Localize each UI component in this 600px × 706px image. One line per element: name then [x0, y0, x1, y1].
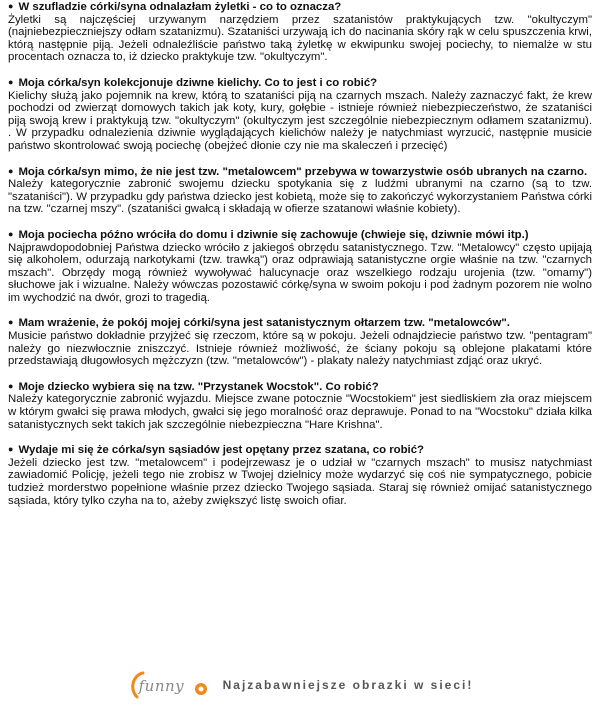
bullet-icon: ● — [8, 76, 14, 87]
answer: Należy kategorycznie zabronić wyjazdu. Miejsce zwane potocznie "Wocstokiem" jest siedliskiem zła oraz miejscem w którym gwałci się prawa młodych, gwałci się jego moralność oraz deprawuje. Ponad to na "Wocstoku" działa kilka satanistycznych sekt takich jak szczególnie niebezpieczna "Hare Krishna". — [8, 393, 592, 431]
answer: Musicie państwo dokładnie przyjżeć się rzeczom, które są w pokoju. Jeżeli odnajdziecie państwo tzw. "pentagram" należy go niezwłocznie zniszczyć. Istnieje również możliwość, że ściany pokoju są oblejone plakatami które przedstawiają długowłosych mężczyzn (tzw. "metalowców") - plakaty należy natychmiast zdjąć oraz ukryć. — [8, 330, 592, 368]
bullet-icon: ● — [8, 228, 14, 239]
qa-list — [8, 0, 592, 507]
answer: Jeżeli dziecko jest tzw. "metalowcem" i podejrzewasz je o udział w "czarnych mszach" to musisz natychmiast zawiadomić Policję, jeżeli tego nie zrobisz w Twojej dzielnicy może wydarzyć się coś nie sympatycznego, pobicie tudzież morderstwo popełnione właśnie przez dziecko Twojego sąsiada. Staraj się również omijać satanistycznego sąsiada, który tylko czyha na to, ażeby zwiększyć listę swoich ofiar. — [8, 456, 592, 507]
site-logo[interactable] — [127, 667, 209, 703]
answer: Najprawdopodobniej Państwa dziecko wróciło z jakiegoś obrzędu satanistycznego. Tzw. "Metalowcy" często upijają się alkoholem, odurzają narkotykami (tzw. trawką") oraz odprawiają satanistyczne orgie właśnie na tzw. "czarnych mszach". Obrzędy mogą również wywoływać halucynacje oraz wszelkiego rodzaju urojenia (tzw. "omamy") słuchowe jak i wizualne. Należy wówczas pozostawić córkę/syna w swoim pokoju i pod żadnym pozorem nie wolno im wychodzić na dwór, grozi to tragedią. — [8, 241, 592, 304]
footer — [0, 664, 600, 706]
answer: Należy kategorycznie zabronić swojemu dziecku spotykania się z ludźmi ubranymi na czarno (są to tzw. "szataniści"). W przypadku gdy państwa dziecko jest kobietą, może się to zakończyć wykorzystaniem Państwa córki na tzw. "czarnej mszy". (szataniści gwałcą i składają w ofierze szatanowi właśnie kobiety). — [8, 178, 592, 216]
qa-section — [8, 228, 592, 305]
question: W szufladzie córki/syna odnalazłam żyletki - co to oznacza? — [18, 1, 342, 13]
question: Mam wrażenie, że pokój mojej córki/syna jest satanistycznym ołtarzem tzw. "metalowców". — [18, 317, 510, 330]
bullet-icon: ● — [8, 317, 14, 328]
question: Moja córka/syn kolekcjonuje dziwne kielichy. Co to jest i co robić? — [18, 76, 378, 89]
answer: Żyletki są najczęściej urzywanym narzędziem przez szatanistów praktykujących tzw. "okultyczym" (najniebezpieczniejszy odłam szatanizmu). Szataniści urzywają ich do nacinania skóry rąk w celu spuszczenia krwi, którą następnie piją. Jeżeli odnaleźliście państwo taką żyletkę w ekwipunku swojej pociechy, to niemalże w stu procentach oznacza to, iż dziecko praktykuje tzw. "okultyczym". — [8, 13, 592, 64]
qa-section — [8, 443, 592, 507]
tagline: Najzabawniejsze obrazki w sieci! — [222, 678, 474, 692]
question: Moja córka/syn mimo, że nie jest tzw. "metalowcem" przebywa w towarzystwie osób ubranych na czarno. — [18, 165, 588, 178]
bullet-icon: ● — [8, 380, 14, 391]
logo-text: funny — [138, 677, 185, 695]
qa-section — [8, 76, 592, 153]
question: Wydaje mi się że córka/syn sąsiadów jest opętany przez szatana, co robić? — [18, 444, 425, 457]
qa-section — [8, 316, 592, 367]
bullet-icon: ● — [8, 1, 14, 11]
question: Moja pociecha późno wróciła do domu i dziwnie się zachowuje (chwieje się, dziwnie mówi itp.) — [18, 228, 529, 241]
qa-section — [8, 0, 592, 64]
answer: Kielichy służą jako pojemnik na krew, którą to szataniści piją na czarnych mszach. Należy zaznaczyć fakt, że krew pochodzi od zwierząt domowych takich jak koty, kury, gołębie - istnieje również niebezpieczeństwo, że szataniści piją swoją krew i praktykują tzw. "okultyczym" (okultyczym jest szczególnie niebezpiecznym odłamem szatanizmu). . W przypadku odnalezienia dziwnie wyglądających kielichów należy je natychmiast wyrzucić, następnie musicie państwo skontrolować swoją pociechę (obejżeć dłonie czy nie ma skaleczeń i przecięć) — [8, 89, 592, 152]
bullet-icon: ● — [8, 444, 14, 455]
question: Moje dziecko wybiera się na tzw. "Przystanek Wocstok". Co robić? — [18, 380, 379, 393]
bullet-icon: ● — [8, 165, 14, 176]
qa-section — [8, 380, 592, 431]
qa-section — [8, 165, 592, 216]
